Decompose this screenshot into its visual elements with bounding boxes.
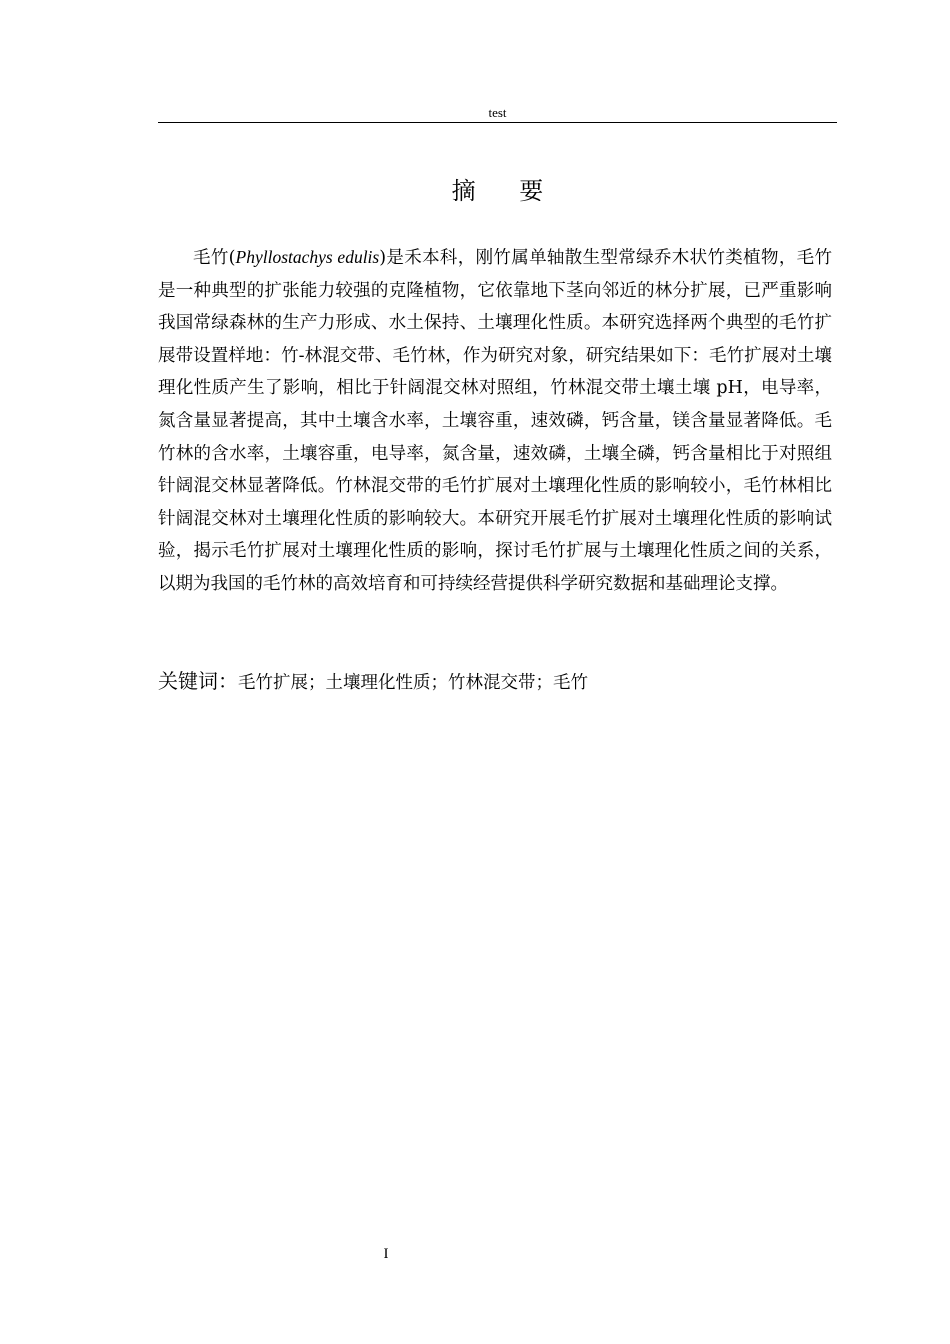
keywords-line [158, 665, 837, 699]
keywords-list: 毛竹扩展；土壤理化性质；竹林混交带；毛竹 [238, 673, 588, 693]
abstract-text-body: )是禾本科，刚竹属单轴散生型常绿乔木状竹类植物，毛竹是一种典型的扩张能力较强的克隆植物，它依靠地下茎向邻近的林分扩展，已严重影响我国常绿森林的生产力形成、水土保持、土壤理化性质。本研究选择两个典型的毛竹扩展带设置样地：竹-林混交带、毛竹林，作为研究对象，研究结果如下：毛竹扩展对土壤理化性质产生了影响，相比于针阔混交林对照组，竹林混交带土壤土壤 pH，电导率，氮含量显著提高，其中土壤含水率，土壤容重，速效磷，钙含量，镁含量显著降低。毛竹林的含水率，土壤容重，电导率，氮含量，速效磷，土壤全磷，钙含量相比于对照组针阔混交林显著降低。竹林混交带的毛竹扩展对土壤理化性质的影响较小，毛竹林相比针阔混交林对土壤理化性质的影响较大。本研究开展毛竹扩展对土壤理化性质的影响试验，揭示毛竹扩展对土壤理化性质的影响，探讨毛竹扩展与土壤理化性质之间的关系，以期为我国的毛竹林的高效培育和可持续经营提供科学研究数据和基础理论支撑。 [158, 248, 833, 594]
species-name: Phyllostachys edulis [235, 247, 380, 267]
abstract-paragraph [158, 241, 832, 601]
keywords-label: 关键词： [158, 669, 238, 693]
page-header: test [488, 105, 507, 120]
abstract-text-start: 毛竹( [193, 248, 236, 268]
abstract-title: 摘 要 [451, 177, 562, 205]
page-number: I [383, 1246, 389, 1262]
header-divider [158, 122, 837, 123]
